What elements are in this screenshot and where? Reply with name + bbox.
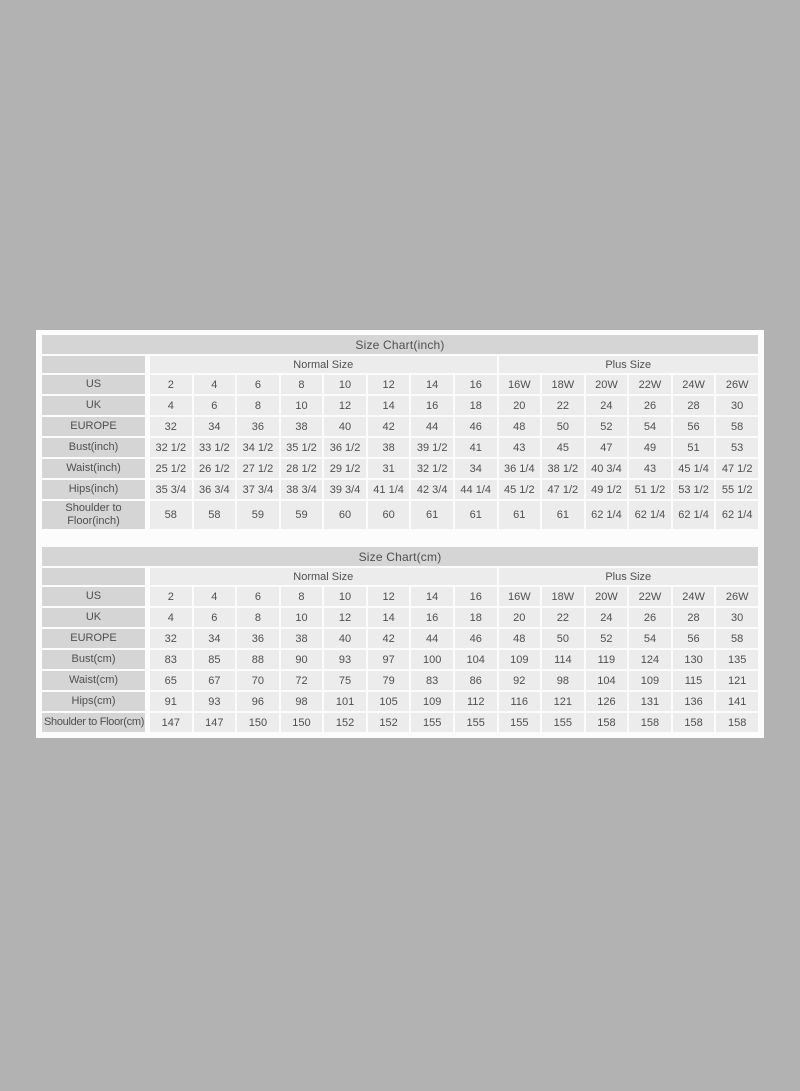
size-value-cell: 14: [411, 587, 453, 606]
size-value-cell: 28: [673, 608, 715, 627]
size-value-cell: 53 1/2: [673, 480, 715, 499]
table-row: [42, 608, 758, 627]
size-value-cell: 16: [411, 608, 453, 627]
size-value-cell: 51: [673, 438, 715, 457]
size-value-cell: 2: [150, 375, 192, 394]
table-title: Size Chart(cm): [42, 547, 758, 566]
size-value-cell: 41: [455, 438, 497, 457]
table-row: [42, 501, 758, 529]
size-value-cell: 75: [324, 671, 366, 690]
size-value-cell: 26 1/2: [194, 459, 236, 478]
size-value-cell: 35 3/4: [150, 480, 192, 499]
size-value-cell: 52: [586, 629, 628, 648]
size-value-cell: 18: [455, 608, 497, 627]
size-value-cell: 34: [194, 629, 236, 648]
size-value-cell: 59: [237, 501, 279, 529]
size-value-cell: 6: [237, 587, 279, 606]
size-value-cell: 147: [150, 713, 192, 732]
row-label-cell: Waist(inch): [42, 459, 148, 478]
size-value-cell: 61: [542, 501, 584, 529]
size-value-cell: 14: [411, 375, 453, 394]
size-value-cell: 150: [281, 713, 323, 732]
size-value-cell: 4: [150, 608, 192, 627]
size-value-cell: 44: [411, 417, 453, 436]
size-value-cell: 49 1/2: [586, 480, 628, 499]
table-row: [42, 692, 758, 711]
size-value-cell: 56: [673, 417, 715, 436]
size-value-cell: 104: [455, 650, 497, 669]
size-value-cell: 56: [673, 629, 715, 648]
table-row: [42, 587, 758, 606]
size-value-cell: 8: [281, 375, 323, 394]
row-label-cell: EUROPE: [42, 629, 148, 648]
size-value-cell: 72: [281, 671, 323, 690]
size-value-cell: 46: [455, 417, 497, 436]
size-value-cell: 24W: [673, 587, 715, 606]
size-value-cell: 41 1/4: [368, 480, 410, 499]
size-value-cell: 16: [455, 587, 497, 606]
size-value-cell: 32: [150, 417, 192, 436]
size-value-cell: 91: [150, 692, 192, 711]
row-label-cell: Bust(cm): [42, 650, 148, 669]
size-value-cell: 112: [455, 692, 497, 711]
table-title: Size Chart(inch): [42, 335, 758, 354]
size-value-cell: 25 1/2: [150, 459, 192, 478]
size-value-cell: 20W: [586, 375, 628, 394]
size-value-cell: 116: [499, 692, 541, 711]
size-value-cell: 93: [194, 692, 236, 711]
size-value-cell: 32: [150, 629, 192, 648]
size-value-cell: 83: [150, 650, 192, 669]
size-value-cell: 65: [150, 671, 192, 690]
size-value-cell: 46: [455, 629, 497, 648]
size-value-cell: 97: [368, 650, 410, 669]
size-value-cell: 105: [368, 692, 410, 711]
size-value-cell: 60: [324, 501, 366, 529]
size-value-cell: 44: [411, 629, 453, 648]
size-value-cell: 88: [237, 650, 279, 669]
size-value-cell: 40: [324, 417, 366, 436]
size-value-cell: 43: [629, 459, 671, 478]
size-value-cell: 141: [716, 692, 758, 711]
size-value-cell: 86: [455, 671, 497, 690]
row-label-cell: Hips(inch): [42, 480, 148, 499]
table-row: [42, 375, 758, 394]
size-value-cell: 47: [586, 438, 628, 457]
size-value-cell: 93: [324, 650, 366, 669]
size-value-cell: 158: [629, 713, 671, 732]
row-label-cell: Waist(cm): [42, 671, 148, 690]
size-value-cell: 18: [455, 396, 497, 415]
size-value-cell: 61: [499, 501, 541, 529]
size-value-cell: 6: [237, 375, 279, 394]
table-row: [42, 671, 758, 690]
size-value-cell: 114: [542, 650, 584, 669]
size-value-cell: 39 3/4: [324, 480, 366, 499]
size-value-cell: 50: [542, 629, 584, 648]
size-value-cell: 58: [716, 629, 758, 648]
size-value-cell: 47 1/2: [716, 459, 758, 478]
row-label-cell: EUROPE: [42, 417, 148, 436]
size-value-cell: 126: [586, 692, 628, 711]
row-label-cell: Shoulder to Floor(inch): [42, 501, 148, 529]
size-value-cell: 18W: [542, 587, 584, 606]
size-value-cell: 58: [194, 501, 236, 529]
size-chart-panel: [36, 330, 764, 738]
size-value-cell: 10: [324, 587, 366, 606]
table-row: [42, 480, 758, 499]
size-value-cell: 109: [629, 671, 671, 690]
table-row: [42, 417, 758, 436]
normal-size-header: Normal Size: [150, 568, 497, 585]
size-value-cell: 104: [586, 671, 628, 690]
size-value-cell: 37 3/4: [237, 480, 279, 499]
normal-size-header: Normal Size: [150, 356, 497, 373]
size-value-cell: 47 1/2: [542, 480, 584, 499]
size-value-cell: 43: [499, 438, 541, 457]
size-value-cell: 42 3/4: [411, 480, 453, 499]
size-value-cell: 158: [673, 713, 715, 732]
size-value-cell: 6: [194, 396, 236, 415]
size-value-cell: 28: [673, 396, 715, 415]
size-value-cell: 26W: [716, 375, 758, 394]
size-value-cell: 70: [237, 671, 279, 690]
size-value-cell: 119: [586, 650, 628, 669]
size-value-cell: 147: [194, 713, 236, 732]
size-value-cell: 16W: [499, 587, 541, 606]
size-value-cell: 8: [281, 587, 323, 606]
size-value-cell: 28 1/2: [281, 459, 323, 478]
size-value-cell: 34: [455, 459, 497, 478]
size-value-cell: 61: [411, 501, 453, 529]
size-value-cell: 62 1/4: [629, 501, 671, 529]
table-row: [42, 629, 758, 648]
size-value-cell: 30: [716, 396, 758, 415]
size-value-cell: 27 1/2: [237, 459, 279, 478]
row-label-cell: US: [42, 587, 148, 606]
size-value-cell: 98: [542, 671, 584, 690]
size-value-cell: 33 1/2: [194, 438, 236, 457]
size-value-cell: 40 3/4: [586, 459, 628, 478]
table-row: [42, 396, 758, 415]
size-value-cell: 131: [629, 692, 671, 711]
size-value-cell: 121: [716, 671, 758, 690]
size-value-cell: 4: [150, 396, 192, 415]
table-row: [42, 459, 758, 478]
size-value-cell: 158: [586, 713, 628, 732]
size-value-cell: 58: [150, 501, 192, 529]
size-value-cell: 44 1/4: [455, 480, 497, 499]
size-value-cell: 150: [237, 713, 279, 732]
size-value-cell: 52: [586, 417, 628, 436]
size-value-cell: 20: [499, 396, 541, 415]
size-value-cell: 22: [542, 396, 584, 415]
size-value-cell: 12: [368, 587, 410, 606]
size-value-cell: 12: [324, 396, 366, 415]
size-value-cell: 34 1/2: [237, 438, 279, 457]
size-value-cell: 96: [237, 692, 279, 711]
size-value-cell: 83: [411, 671, 453, 690]
size-value-cell: 24: [586, 396, 628, 415]
size-value-cell: 100: [411, 650, 453, 669]
size-value-cell: 20: [499, 608, 541, 627]
size-value-cell: 155: [411, 713, 453, 732]
size-value-cell: 22: [542, 608, 584, 627]
size-value-cell: 90: [281, 650, 323, 669]
size-value-cell: 124: [629, 650, 671, 669]
size-value-cell: 10: [324, 375, 366, 394]
size-value-cell: 35 1/2: [281, 438, 323, 457]
size-value-cell: 38 1/2: [542, 459, 584, 478]
size-value-cell: 130: [673, 650, 715, 669]
table-row: [42, 438, 758, 457]
size-value-cell: 58: [716, 417, 758, 436]
row-label-cell: Shoulder to Floor(cm): [42, 713, 148, 732]
size-value-cell: 109: [499, 650, 541, 669]
size-value-cell: 61: [455, 501, 497, 529]
size-value-cell: 135: [716, 650, 758, 669]
corner-cell: [42, 356, 148, 373]
row-label-cell: US: [42, 375, 148, 394]
size-value-cell: 62 1/4: [586, 501, 628, 529]
size-value-cell: 51 1/2: [629, 480, 671, 499]
size-value-cell: 10: [281, 396, 323, 415]
size-value-cell: 54: [629, 629, 671, 648]
size-value-cell: 101: [324, 692, 366, 711]
size-value-cell: 115: [673, 671, 715, 690]
size-value-cell: 14: [368, 396, 410, 415]
size-value-cell: 26W: [716, 587, 758, 606]
size-value-cell: 2: [150, 587, 192, 606]
size-value-cell: 16: [411, 396, 453, 415]
size-value-cell: 40: [324, 629, 366, 648]
row-label-cell: Hips(cm): [42, 692, 148, 711]
size-value-cell: 39 1/2: [411, 438, 453, 457]
size-value-cell: 26: [629, 608, 671, 627]
size-value-cell: 36 3/4: [194, 480, 236, 499]
size-value-cell: 6: [194, 608, 236, 627]
size-value-cell: 36: [237, 629, 279, 648]
size-value-cell: 67: [194, 671, 236, 690]
size-value-cell: 4: [194, 375, 236, 394]
size-value-cell: 4: [194, 587, 236, 606]
size-value-cell: 155: [542, 713, 584, 732]
size-value-cell: 48: [499, 629, 541, 648]
size-value-cell: 158: [716, 713, 758, 732]
size-value-cell: 22W: [629, 587, 671, 606]
size-value-cell: 42: [368, 629, 410, 648]
size-value-cell: 109: [411, 692, 453, 711]
size-value-cell: 54: [629, 417, 671, 436]
table-row: [42, 713, 758, 732]
plus-size-header: Plus Size: [499, 356, 759, 373]
plus-size-header: Plus Size: [499, 568, 759, 585]
size-value-cell: 60: [368, 501, 410, 529]
size-value-cell: 24W: [673, 375, 715, 394]
row-label-cell: Bust(inch): [42, 438, 148, 457]
size-value-cell: 31: [368, 459, 410, 478]
size-value-cell: 121: [542, 692, 584, 711]
size-value-cell: 16W: [499, 375, 541, 394]
row-label-cell: UK: [42, 396, 148, 415]
size-value-cell: 12: [368, 375, 410, 394]
size-value-cell: 152: [368, 713, 410, 732]
size-value-cell: 32 1/2: [411, 459, 453, 478]
size-value-cell: 36: [237, 417, 279, 436]
size-value-cell: 38: [281, 629, 323, 648]
size-value-cell: 12: [324, 608, 366, 627]
size-value-cell: 53: [716, 438, 758, 457]
size-value-cell: 8: [237, 396, 279, 415]
size-value-cell: 14: [368, 608, 410, 627]
row-label-cell: UK: [42, 608, 148, 627]
size-value-cell: 59: [281, 501, 323, 529]
size-value-cell: 62 1/4: [673, 501, 715, 529]
size-value-cell: 18W: [542, 375, 584, 394]
size-value-cell: 136: [673, 692, 715, 711]
size-value-cell: 34: [194, 417, 236, 436]
size-value-cell: 50: [542, 417, 584, 436]
size-value-cell: 38: [281, 417, 323, 436]
size-value-cell: 48: [499, 417, 541, 436]
size-value-cell: 49: [629, 438, 671, 457]
size-value-cell: 45 1/2: [499, 480, 541, 499]
size-value-cell: 155: [455, 713, 497, 732]
table-row: [42, 650, 758, 669]
size-value-cell: 152: [324, 713, 366, 732]
size-value-cell: 20W: [586, 587, 628, 606]
size-value-cell: 24: [586, 608, 628, 627]
size-value-cell: 98: [281, 692, 323, 711]
size-chart-inch-table: [40, 333, 760, 531]
size-value-cell: 10: [281, 608, 323, 627]
size-value-cell: 29 1/2: [324, 459, 366, 478]
size-value-cell: 42: [368, 417, 410, 436]
size-value-cell: 36 1/2: [324, 438, 366, 457]
size-value-cell: 155: [499, 713, 541, 732]
size-value-cell: 8: [237, 608, 279, 627]
size-value-cell: 62 1/4: [716, 501, 758, 529]
size-value-cell: 30: [716, 608, 758, 627]
size-value-cell: 45 1/4: [673, 459, 715, 478]
size-value-cell: 92: [499, 671, 541, 690]
size-value-cell: 36 1/4: [499, 459, 541, 478]
size-value-cell: 85: [194, 650, 236, 669]
size-chart-cm-table: [40, 545, 760, 734]
size-value-cell: 22W: [629, 375, 671, 394]
size-value-cell: 45: [542, 438, 584, 457]
size-value-cell: 26: [629, 396, 671, 415]
corner-cell: [42, 568, 148, 585]
size-value-cell: 38 3/4: [281, 480, 323, 499]
size-value-cell: 16: [455, 375, 497, 394]
size-value-cell: 32 1/2: [150, 438, 192, 457]
size-value-cell: 79: [368, 671, 410, 690]
size-value-cell: 55 1/2: [716, 480, 758, 499]
size-value-cell: 38: [368, 438, 410, 457]
